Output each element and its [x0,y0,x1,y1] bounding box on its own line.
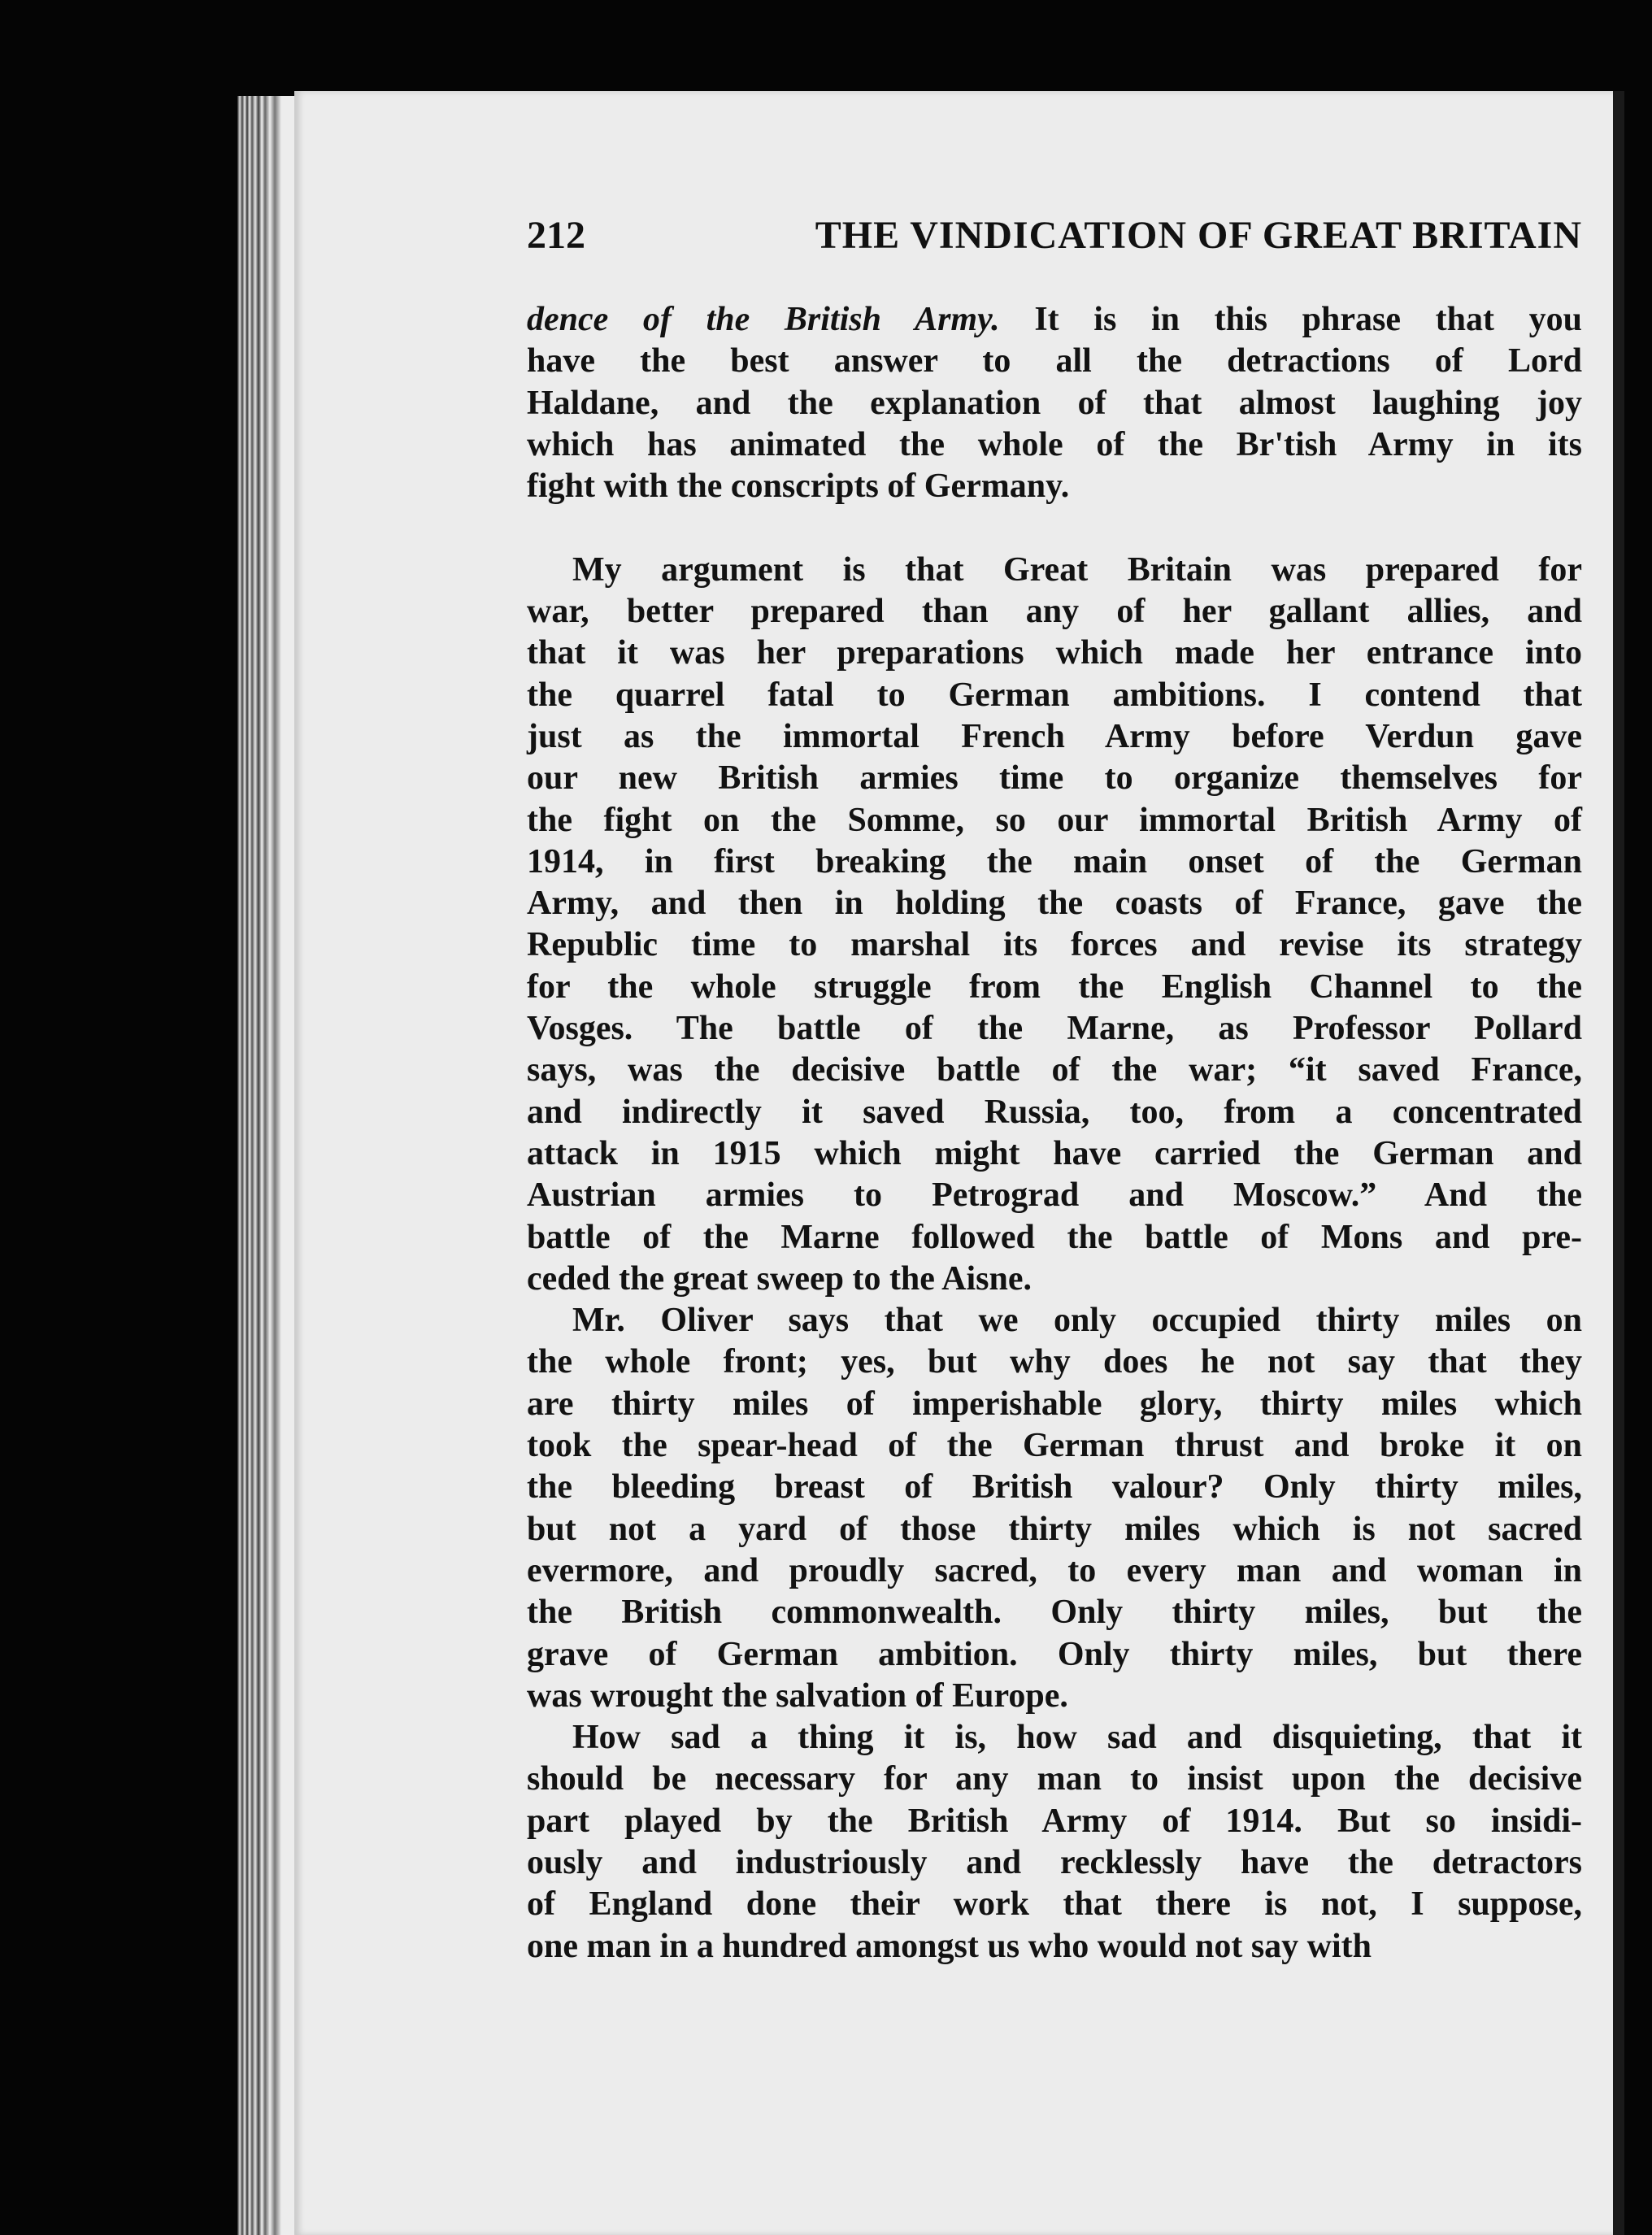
text-line [527,967,1582,1008]
line-text: and indirectly it saved Russia, too, from a concentrated [527,1093,1582,1131]
line-text: are thirty miles of imperishable glory, thirty miles which [527,1385,1582,1423]
line-text: for the whole struggle from the English Channel to the [527,967,1582,1006]
text-line [527,1133,1582,1175]
text-line [527,1842,1582,1884]
line-text: war, better prepared than any of her gallant allies, and [527,593,1582,631]
paragraph [527,1300,1582,1717]
page-number: 212 [527,214,585,257]
text-line [527,466,1582,507]
text-line [527,1634,1582,1676]
text-line [527,1050,1582,1091]
text-line [527,1217,1582,1259]
italic-text: dence of the British Army. [527,301,1000,338]
line-text: just as the immortal French Army before Verdun gave [527,717,1582,755]
body-text [527,299,1582,1968]
text-line [527,1008,1582,1050]
text-line [527,1092,1582,1133]
line-text: one man in a hundred amongst us who would not say with [527,1927,1372,1965]
line-text: which has animated the whole of the Br'tish Army in its [527,425,1582,463]
text-line [527,1175,1582,1216]
line-text: 1914, in first breaking the main onset of the German [527,842,1582,881]
text-line [527,758,1582,799]
text-line [527,1425,1582,1467]
text-line [527,341,1582,382]
paragraph [527,507,1582,1300]
line-text: How sad a thing it is, how sad and disquieting, that it [572,1719,1582,1757]
line-text: evermore, and proudly sacred, to every man and woman in [527,1551,1582,1589]
paragraph [527,1717,1582,1968]
text-line [527,1259,1582,1300]
text-line [527,883,1582,924]
text-line [527,299,1582,341]
line-text: was wrought the salvation of Europe. [527,1676,1068,1715]
text-line [527,383,1582,424]
page-header [527,213,1582,270]
line-text: Army, and then in holding the coasts of France, gave the [527,885,1582,923]
text-line [527,1509,1582,1550]
paragraph [527,299,1582,507]
line-text: My argument is that Great Britain was prepared for [572,550,1582,589]
line-text: It is in this phrase that you [999,301,1583,338]
line-text: Haldane, and the explanation of that almost laughing joy [527,384,1582,422]
line-text: fight with the conscripts of Germany. [527,467,1070,506]
line-text: our new British armies time to organize themselves for [527,759,1582,798]
text-line [527,716,1582,758]
text-line [527,800,1582,841]
paragraph-gap [527,507,1582,549]
line-text: that it was her preparations which made her entrance into [527,634,1582,672]
line-text: attack in 1915 which might have carried the German and [527,1134,1582,1172]
line-text: Vosges. The battle of the Marne, as Professor Pollard [527,1010,1582,1048]
text-line [527,591,1582,633]
page-right-shadow [1613,91,1624,2235]
text-line [527,1467,1582,1508]
line-text: part played by the British Army of 1914. But so insidi- [527,1802,1582,1840]
text-line [527,1676,1582,1717]
text-line [527,633,1582,674]
line-text: but not a yard of those thirty miles which is not sacred [527,1510,1582,1548]
line-text: should be necessary for any man to insist upon the decisive [527,1760,1582,1798]
text-line [527,1550,1582,1592]
line-text: the British commonwealth. Only thirty miles, but the [527,1594,1582,1632]
line-text: grave of German ambition. Only thirty miles, but there [527,1635,1582,1673]
text-line [527,924,1582,966]
line-text: the quarrel fatal to German ambitions. I contend that [527,676,1582,714]
text-line [527,424,1582,466]
line-text: have the best answer to all the detractions of Lord [527,342,1582,380]
text-line [527,1592,1582,1633]
line-text: battle of the Marne followed the battle of Mons and pre- [527,1218,1582,1256]
line-text: the bleeding breast of British valour? Only thirty miles, [527,1468,1582,1507]
text-line [527,1926,1582,1968]
line-text: Mr. Oliver says that we only occupied thirty miles on [572,1302,1582,1340]
text-line [527,675,1582,716]
text-line [527,1300,1582,1341]
text-line [527,550,1582,591]
text-line [527,1884,1582,1925]
text-line [527,841,1582,883]
line-text: of England done their work that there is not, I suppose, [527,1885,1582,1924]
text-line [527,1341,1582,1383]
line-text: took the spear-head of the German thrust and broke it on [527,1427,1582,1465]
line-text: ously and industriously and recklessly have the detractors [527,1843,1582,1881]
line-text: Austrian armies to Petrograd and Moscow.” And the [527,1176,1582,1215]
line-text: the fight on the Somme, so our immortal British Army of [527,801,1582,839]
line-text: says, was the decisive battle of the war; “it saved France, [527,1051,1582,1089]
line-text: Republic time to marshal its forces and revise its strategy [527,926,1582,964]
text-line [527,1717,1582,1759]
text-line [527,1384,1582,1425]
line-text: the whole front; yes, but why does he not say that they [527,1343,1582,1381]
line-text: ceded the great sweep to the Aisne. [527,1259,1032,1298]
text-line [527,1801,1582,1842]
text-line [527,1759,1582,1800]
running-title: THE VINDICATION OF GREAT BRITAIN [815,214,1582,257]
